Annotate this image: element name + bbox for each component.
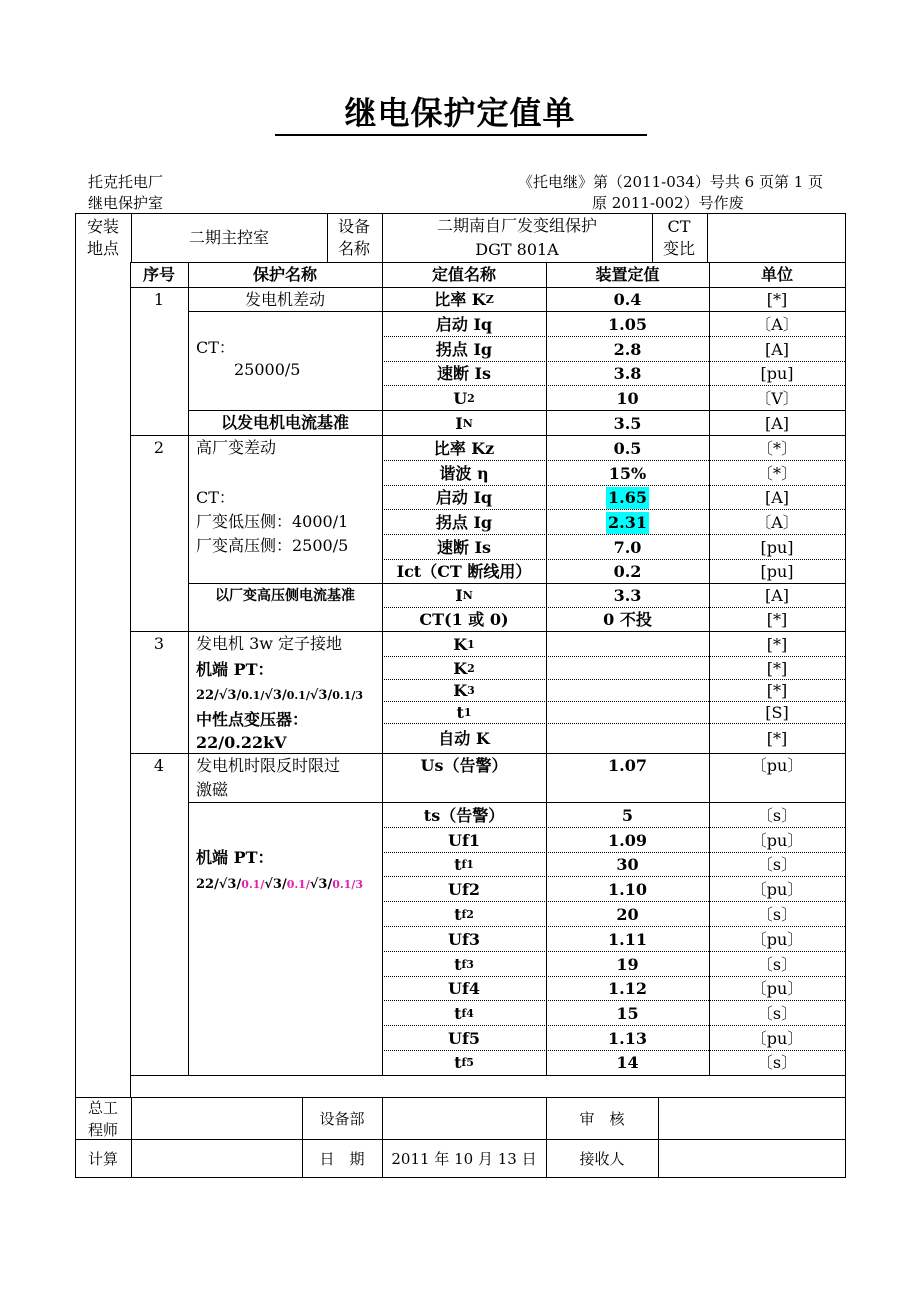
group-3-neutral-value: 22/0.22kV [196, 733, 287, 752]
unit-value: 〔s〕 [756, 954, 798, 974]
group-3-name: 发电机 3w 定子接地 [196, 634, 343, 653]
device-value [546, 657, 709, 680]
group-no-3: 3 [153, 634, 165, 653]
device-value: 3.5 [613, 413, 642, 433]
col-header-setting-name: 定值名称 [431, 265, 496, 284]
group-3-neutral-label: 中性点变压器： [196, 710, 309, 729]
unit-value: [pu] [760, 562, 794, 581]
group-4-pt-label: 机端 PT： [196, 848, 274, 867]
device-value: 1.13 [608, 1028, 647, 1048]
group-4-name-line1: 发电机时限反时限过 [196, 756, 341, 775]
unit-value: 〔pu〕 [750, 830, 804, 850]
unit-value: 〔pu〕 [750, 756, 804, 775]
setting-name: 启动 Iq [435, 488, 493, 507]
setting-name: t f4 [454, 1003, 474, 1023]
group-no-1: 1 [153, 290, 165, 309]
device-value: 1.65 [608, 488, 647, 507]
setting-name: K 2 [453, 658, 475, 678]
group-2-ct-high: 厂变高压侧：2500/5 [196, 536, 349, 555]
calc-label: 计算 [87, 1150, 118, 1168]
group-1-basis: 以发电机电流基准 [220, 413, 349, 432]
unit-value: 〔A〕 [755, 314, 799, 334]
device-value: 2.31 [608, 512, 647, 532]
page-title: 继电保护定值单 [344, 94, 576, 132]
org-name: 托克托电厂 [88, 173, 164, 191]
device-value: 1.07 [608, 756, 647, 775]
setting-name: I N [455, 413, 473, 433]
device-value: 3.3 [613, 586, 642, 605]
device-value: 15 [616, 1003, 639, 1023]
device-value: 2.8 [613, 339, 642, 359]
device-value [546, 632, 709, 657]
unit-value: [*] [766, 634, 788, 654]
grid-line-v [845, 213, 846, 1178]
col-header-no: 序号 [142, 265, 175, 284]
unit-value: 〔s〕 [756, 805, 798, 825]
device-value: 1.12 [608, 979, 647, 998]
unit-value: 〔s〕 [756, 904, 798, 924]
group-4-pt-ratio: 22/√3/0.1/√3/0.1/√3/0.1/3 [196, 877, 363, 892]
setting-name: 比率 K Z [434, 290, 494, 309]
group-1-ct-label: CT： [196, 338, 235, 357]
group-4-name-line2: 激磁 [196, 780, 229, 799]
dept-label: 设备部 [319, 1110, 365, 1128]
group-2-ct-low: 厂变低压侧：4000/1 [196, 512, 349, 531]
dept-name: 继电保护室 [88, 194, 164, 212]
device-value [546, 680, 709, 702]
doc-reference: 《托电继》第（2011-034）号共 6 页第 1 页 [518, 173, 824, 191]
title-underline [275, 134, 647, 136]
group-3-pt-ratio: 22/√3/0.1/√3/0.1/√3/0.1/3 [196, 688, 363, 703]
setting-name: 拐点 Ig [435, 339, 493, 359]
unit-value: [*] [766, 290, 788, 309]
device-model: DGT 801A [475, 240, 559, 259]
unit-value: 〔*〕 [756, 438, 797, 458]
device-value: 7.0 [613, 537, 642, 557]
location-label: 安装 地点 [86, 217, 119, 258]
grid-line-v [188, 262, 189, 1076]
unit-value: [A] [764, 413, 790, 433]
setting-name: 速断 Is [436, 364, 492, 383]
grid-line-h [188, 802, 383, 803]
device-value: 1.10 [608, 879, 647, 899]
setting-name: U 2 [453, 388, 475, 408]
col-header-protection: 保护名称 [252, 265, 317, 284]
setting-name: Uf5 [448, 1028, 480, 1048]
setting-name: Uf3 [448, 929, 480, 949]
unit-value: [pu] [760, 364, 794, 383]
receiver-label: 接收人 [579, 1150, 625, 1168]
unit-value: 〔A〕 [755, 512, 799, 532]
device-value: 3.8 [613, 364, 642, 383]
setting-name: CT(1 或 0) [419, 610, 509, 629]
unit-value: 〔pu〕 [750, 879, 804, 899]
device-value: 1.05 [608, 314, 647, 334]
grid-line-v [131, 1097, 132, 1178]
group-3-pt-label: 机端 PT： [196, 660, 274, 679]
setting-name: ts（告警） [423, 805, 505, 825]
device-value [546, 702, 709, 724]
setting-name: t f2 [454, 904, 474, 924]
group-no-2: 2 [153, 438, 165, 457]
device-value: 10 [616, 388, 639, 408]
unit-value: 〔s〕 [756, 1053, 798, 1072]
unit-value: [S] [765, 703, 789, 722]
grid-line-v [130, 262, 131, 1098]
setting-name: Uf1 [448, 830, 480, 850]
unit-value: 〔*〕 [756, 463, 797, 483]
setting-name: 自动 K [438, 729, 490, 748]
date-label: 日 期 [319, 1150, 365, 1168]
setting-name: K 1 [453, 634, 475, 654]
device-value: 20 [616, 904, 639, 924]
device-value: 0.4 [613, 290, 642, 309]
unit-value: [*] [766, 729, 788, 748]
group-2-ct-label: CT： [196, 488, 235, 507]
setting-name: t f1 [454, 855, 474, 874]
device-value: 1.09 [608, 830, 647, 850]
unit-value: 〔pu〕 [750, 929, 804, 949]
col-header-device-value: 装置定值 [595, 265, 660, 284]
chief-engineer-label: 总工 程师 [87, 1099, 118, 1139]
device-value: 0 不投 [603, 610, 652, 629]
unit-value: [*] [766, 658, 788, 678]
grid-line-v [707, 213, 708, 263]
group-1-name: 发电机差动 [244, 290, 325, 309]
unit-value: [A] [764, 586, 790, 605]
device-value: 1.11 [608, 929, 647, 949]
setting-name: t f3 [454, 954, 474, 974]
location-value: 二期主控室 [188, 228, 269, 247]
unit-value: 〔s〕 [756, 855, 798, 874]
setting-name: t 1 [456, 703, 472, 722]
group-2-name: 高厂变差动 [196, 438, 277, 457]
device-label: 设备 名称 [337, 217, 370, 258]
device-value: 30 [616, 855, 639, 874]
setting-name: Us（告警） [420, 756, 508, 775]
unit-value: [A] [764, 488, 790, 507]
setting-name: 比率 Kz [433, 438, 495, 458]
device-value: 5 [621, 805, 634, 825]
setting-name: K 3 [453, 681, 475, 700]
unit-value: 〔V〕 [755, 388, 799, 408]
unit-value: [*] [766, 610, 788, 629]
setting-name: Uf2 [448, 879, 480, 899]
group-1-ct-value: 25000/5 [234, 360, 301, 379]
setting-name: 启动 Iq [435, 314, 493, 334]
setting-name: 速断 Is [436, 537, 492, 557]
setting-name: Ict（CT 断线用） [396, 562, 532, 581]
unit-value: [pu] [760, 537, 794, 557]
device-value: 19 [616, 954, 639, 974]
grid-line-h [130, 1075, 846, 1076]
grid-line-v [658, 1097, 659, 1178]
unit-value: 〔s〕 [756, 1003, 798, 1023]
col-header-unit: 单位 [760, 265, 793, 284]
unit-value: [A] [764, 339, 790, 359]
device-value [546, 724, 709, 754]
setting-name: I N [455, 586, 473, 605]
unit-value: [*] [766, 681, 788, 700]
grid-line-v [75, 213, 76, 1178]
unit-value: 〔pu〕 [750, 979, 804, 998]
ct-ratio-label: CT 变比 [662, 217, 695, 258]
device-name: 二期南自厂发变组保护 [436, 216, 597, 235]
unit-value: 〔pu〕 [750, 1028, 804, 1048]
setting-name: 谐波 η [439, 463, 489, 483]
setting-name: t f5 [454, 1053, 474, 1072]
group-no-4: 4 [153, 756, 165, 775]
device-value: 0.2 [613, 562, 642, 581]
setting-name: 拐点 Ig [435, 512, 493, 532]
review-label: 审 核 [579, 1110, 625, 1128]
void-reference: 原 2011-002）号作废 [592, 194, 744, 212]
date-value: 2011 年 10 月 13 日 [391, 1150, 537, 1168]
device-value: 0.5 [613, 438, 642, 458]
group-2-basis: 以厂变高压侧电流基准 [215, 588, 355, 604]
device-value: 15% [608, 463, 647, 483]
device-value: 14 [616, 1053, 639, 1072]
setting-name: Uf4 [448, 979, 480, 998]
grid-line-h [75, 1097, 846, 1098]
